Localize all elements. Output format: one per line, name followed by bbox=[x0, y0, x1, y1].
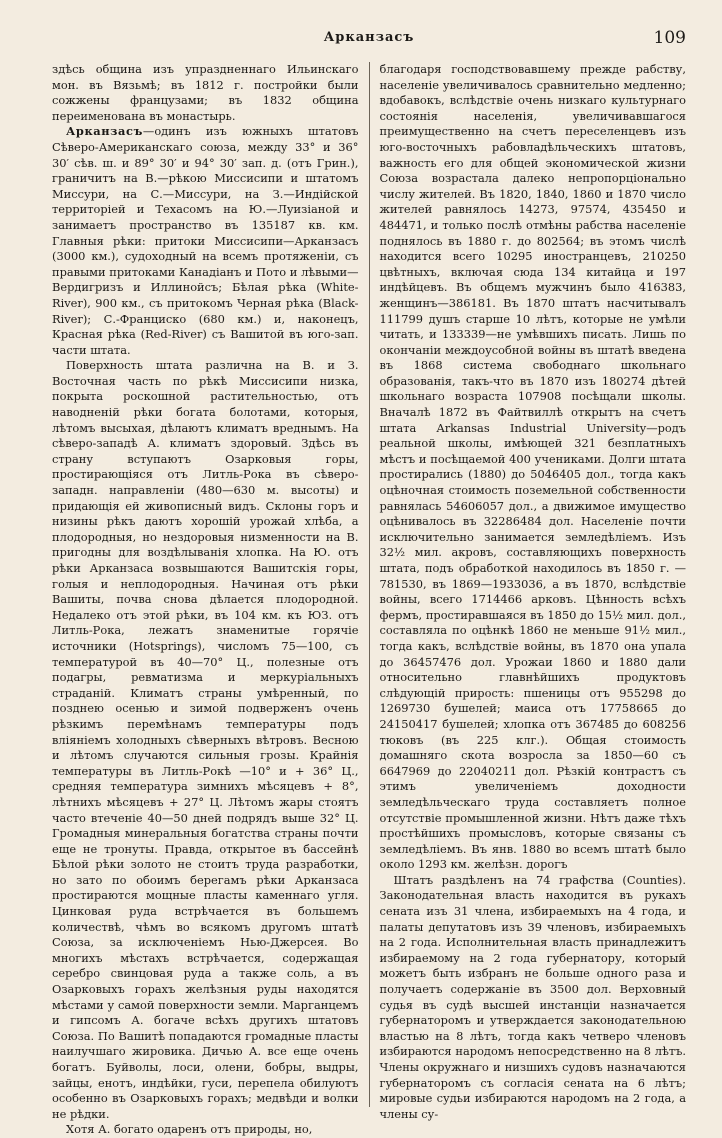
running-title: Арканзасъ bbox=[323, 30, 415, 45]
paragraph: здѣсь община изъ упраздненнаго Ильинскаго мон. въ Вязьмѣ; въ 1812 г. постройки были сожжены французами; въ 1832 община переименована въ монастырь. bbox=[52, 62, 359, 123]
left-column bbox=[52, 62, 370, 1137]
text-columns bbox=[52, 62, 686, 1137]
article-entry bbox=[52, 124, 359, 358]
paragraph: Штатъ раздѣленъ на 74 графства (Counties). Законодательная власть находится въ рукахъ сената изъ 31 члена, избираемыхъ на 4 года, и палаты депутатовъ изъ 39 членовъ, избираемыхъ на 2 года. Исполнительная власть принадлежитъ избираемому на 2 года губернатору, который можетъ быть избранъ не больше одного раза и получаетъ содержаніе въ 3500 дол. Верховный судья въ судѣ высшей инстанціи назначается губернаторомъ и утверждается законодательною властью на 8 лѣтъ, тогда какъ четверо членовъ избираются народомъ непосредственно на 8 лѣтъ. Члены окружнаго и низшихъ судовъ назначаются губернаторомъ съ согласія сената на 6 лѣтъ; мировые судьи избираются народомъ на 2 года, а члены су- bbox=[379, 872, 686, 1121]
paragraph: благодаря господствовавшему прежде рабству, населеніе увеличивалось сравнительно медленно; вдобавокъ, вслѣдствіе очень низкаго культурнаго состоянія населенія, увеличивавшагося преимущественно на счетъ переселенцевъ изъ юго-восточныхъ рабовладѣльческихъ штатовъ, важность его для общей экономической жизни Союза возрастала далеко непропорціонально числу жителей. Въ 1820, 1840, 1860 и 1870 число жителей равнялось 14273, 97574, 435450 и 484471, и только послѣ отмѣны рабства населеніе поднялось въ 1880 г. до 802564; въ этомъ числѣ находится всего 10295 иностранцевъ, 210250 цвѣтныхъ, включая сюда 134 китайца и 197 индѣйцевъ. Въ общемъ мужчинъ было 416383, женщинъ—386181. Въ 1870 штатъ насчитывалъ 111799 душъ старше 10 лѣтъ, которые не умѣли читать, и 133339—не умѣвшихъ писать. Лишь по окончаніи междоусобной войны въ штатѣ введена въ 1868 система свободнаго школьнаго образованія, такъ-что въ 1870 изъ 180274 дѣтей школьнаго возраста 107908 посѣщали школы. Вначалѣ 1872 въ Файтвиллѣ открытъ на счетъ штата Arkansas Industrial University—родъ реальной школы, имѣющей 321 безплатныхъ мѣстъ и посѣщаемой 400 учениками. Долги штата простирались (1880) до 5046405 дол., тогда какъ оцѣночная стоимость поземельной собственности равнялась 54606057 дол., а движимое имущество оцѣнивалось въ 32286484 дол. Населеніе почти исключительно занимается земледѣліемъ. Изъ 32½ мил. акровъ, составляющихъ поверхность штата, подъ обработкой находилось въ 1850 г. — 781530, въ 1869—1933036, а въ 1870, вслѣдствіе войны, всего 1714466 арковъ. Цѣнность всѣхъ фермъ, простиравшаяся въ 1850 до 15½ мил. дол., составляла по оцѣнкѣ 1860 не меньше 91½ мил., тогда какъ, вслѣдствіе войны, въ 1870 она упала до 36457476 дол. Урожаи 1860 и 1880 дали относительно главнѣйшихъ продуктовъ слѣдующій прирость: пшеницы отъ 955298 до 1269730 бушелей; маиса отъ 17758665 до 24150417 бушелей; хлопка отъ 367485 до 608256 тюковъ (въ 225 клг.). Общая стоимость домашняго скота возросла за 1850—60 съ 6647969 до 22040211 дол. Рѣзкій контрастъ съ этимъ увеличеніемъ доходности земледѣльческаго труда составляетъ полное отсутствіе промышленной жизни. Нѣтъ даже тѣхъ простѣйшихъ промысловъ, которые связаны съ земледѣліемъ. Въ янв. 1880 во всемъ штатѣ было около 1293 км. желѣзн. дорогъ bbox=[379, 62, 686, 872]
page-header bbox=[52, 28, 686, 50]
right-column bbox=[370, 62, 687, 1121]
article-text: —одинъ изъ южныхъ штатовъ Сѣверо-Американскаго союза, между 33° и 36° 30′ сѣв. ш. и 89° 30′ и 94° 30′ зап. д. (отъ Грин.), граничитъ на В.—рѣкою Миссисипи и штатомъ Миссури, на С.—Миссури, на З.—Индійской территоріей и Техасомъ на Ю.—Луизіаной и занимаетъ пространство въ 135187 кв. км. Главныя рѣки: притоки Миссисипи—Арканзасъ (3000 км.), судоходный на всемъ протяженіи, съ правыми притоками Канадіанъ и Пото и лѣвыми—Вердигризъ и Иллинойсъ; Бѣлая рѣка (White-River), 900 км., съ притокомъ Черная рѣка (Black-River); С.-Франциско (680 км.) и, наконецъ, Красная рѣка (Red-River) съ Вашитой въ юго-зап. части штата. bbox=[52, 124, 359, 357]
page-number: 109 bbox=[653, 28, 686, 48]
paragraph: Поверхность штата различна на В. и З. Восточная часть по рѣкѣ Миссисипи низка, покрыта роскошной растительностью, отъ наводненій рѣки богата болотами, которыя, лѣтомъ высыхая, дѣлаютъ климатъ вреднымъ. На сѣверо-западѣ А. климатъ здоровый. Здѣсь въ страну вступаютъ Озарковыя горы, простирающіяся отъ Литль-Рока въ сѣверо-западн. направленіи (480—630 м. высоты) и придающія ей живописный видъ. Склоны горъ и низины рѣкъ даютъ хорошій урожай хлѣба, а плодородныя, но нездоровыя низменности на В. пригодны для воздѣлыванія хлопка. На Ю. отъ рѣки Арканзаса возвышаются Вашитскія горы, голыя и неплодородныя. Начиная отъ рѣки Вашиты, почва снова дѣлается плодородной. Недалеко отъ этой рѣки, въ 104 км. къ ЮЗ. отъ Литль-Рока, лежатъ знаменитые горячіе источники (Hotsprings), числомъ 75—100, съ температурой въ 40—70° Ц., полезные отъ подагры, ревматизма и меркуріальныхъ страданій. Климатъ страны умѣренный, по позднею осенью и зимой подверженъ очень рѣзкимъ перемѣнамъ температуры подъ вліяніемъ холодныхъ сѣверныхъ вѣтровъ. Весною и лѣтомъ случаются сильныя грозы. Крайнія температуры въ Литль-Рокѣ —10° и + 36° Ц., средняя температура зимнихъ мѣсяцевъ + 8°, лѣтнихъ мѣсяцевъ + 27° Ц. Лѣтомъ жары стоятъ часто втеченіе 40—50 дней подрядъ выше 32° Ц. Громадныя минеральныя богатства страны почти еще не тронуты. Правда, открытое въ бассейнѣ Бѣлой рѣки золото не стоитъ труда разработки, но зато по обоимъ берегамъ рѣки Арканзаса простираются мощные пласты каменнаго угля. Цинковая руда встрѣчается въ большемъ количествѣ, чѣмъ во всякомъ другомъ штатѣ Союза, за исключеніемъ Нью-Джерсея. Во многихъ мѣстахъ встрѣчается, содержащая серебро свинцовая руда а также соль, а въ Озарковыхъ горахъ желѣзныя руды находятся мѣстами у самой поверхности земли. Марганцемъ и гипсомъ А. богаче всѣхъ другихъ штатовъ Союза. По Вашитѣ попадаются громадные пласты наилучшаго жировика. Дичью А. все еще очень богатъ. Буйволы, лоси, олени, бобры, выдры, зайцы, енотъ, индѣйки, гуси, перепела обилуютъ особенно въ Озарковыхъ горахъ; медвѣди и волки не рѣдки. bbox=[52, 358, 359, 1121]
article-headword: Арканзасъ bbox=[66, 124, 143, 139]
paragraph: Хотя А. богато одаренъ отъ природы, но, bbox=[66, 1122, 313, 1137]
